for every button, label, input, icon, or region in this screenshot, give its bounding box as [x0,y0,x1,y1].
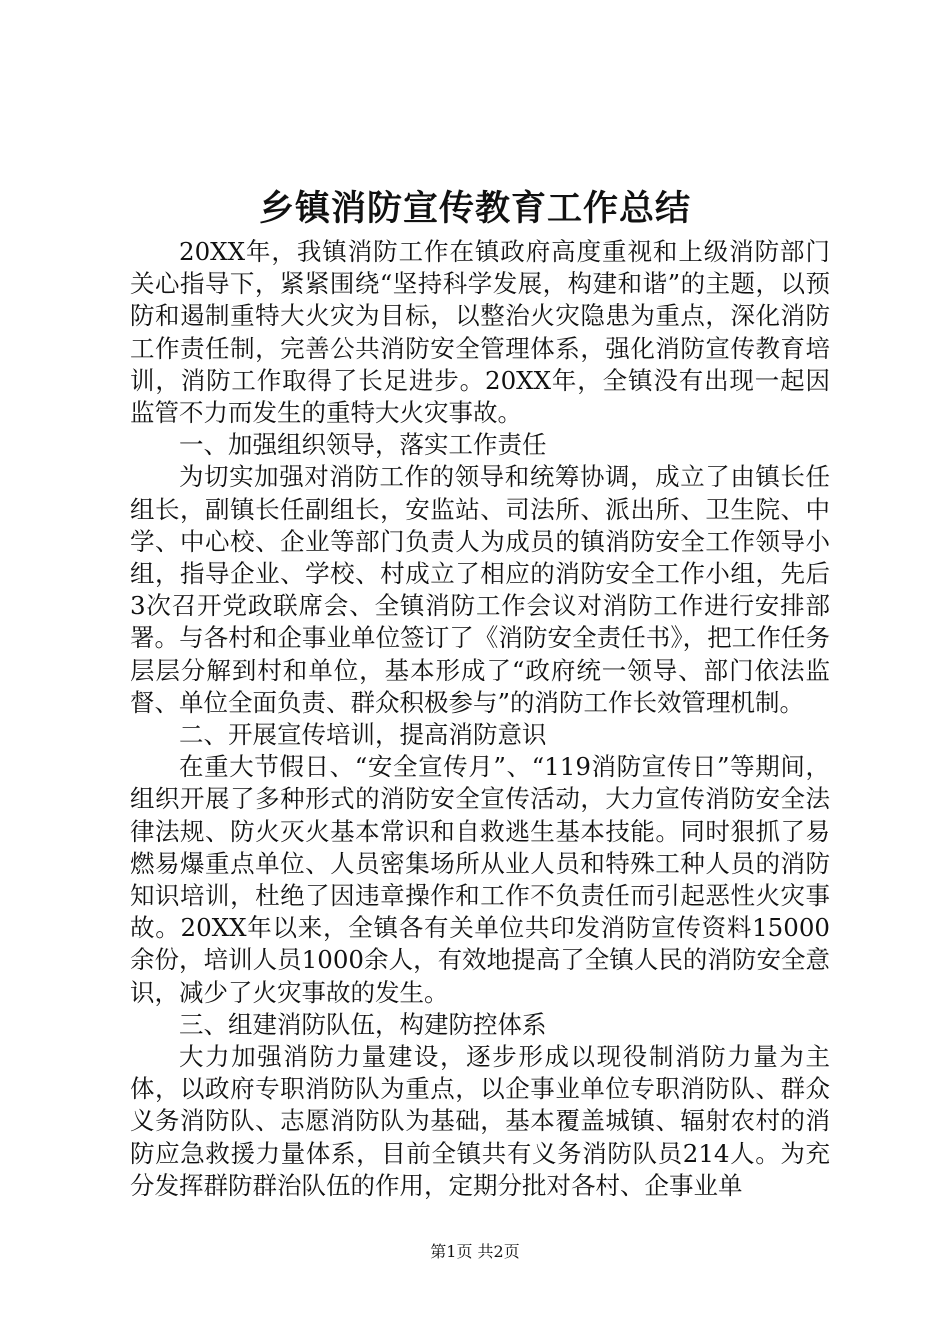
page-number: 第1页 共2页 [430,1242,520,1261]
paragraph-section-3: 大力加强消防力量建设，逐步形成以现役制消防力量为主体，以政府专职消防队为重点，以企事业单位专职消防队、群众义务消防队、志愿消防队为基础，基本覆盖城镇、辐射农村的消防应急救援力量体系，目前全镇共有义务消防队员214人。为充分发挥群防群治队伍的作用，定期分批对各村、企事业单 [130,1042,830,1200]
section-heading-2: 二、开展宣传培训，提高消防意识 [179,720,547,750]
section-heading-3: 三、组建消防队伍，构建防控体系 [179,1009,547,1039]
section-heading-1: 一、加强组织领导，落实工作责任 [179,430,547,460]
paragraph-section-2: 在重大节假日、“安全宣传月”、“119消防宣传日”等期间，组织开展了多种形式的消防安全宣传活动，大力宣传消防安全法律法规、防火灭火基本常识和自救逃生基本技能。同时狠抓了易燃易爆重点单位、人员密集场所从业人员和特殊工种人员的消防知识培训，杜绝了因违章操作和工作不负责任而引起恶性火灾事故。20XX年以来，全镇各有关单位共印发消防宣传资料15000余份，培训人员1000余人，有效地提高了全镇人民的消防安全意识，减少了火灾事故的发生。 [130,752,830,1007]
paragraph-section-1: 为切实加强对消防工作的领导和统筹协调，成立了由镇长任组长，副镇长任副组长，安监站、司法所、派出所、卫生院、中学、中心校、企业等部门负责人为成员的镇消防安全工作领导小组，指导企业、学校、村成立了相应的消防安全工作小组，先后3次召开党政联席会、全镇消防工作会议对消防工作进行安排部署。与各村和企事业单位签订了《消防安全责任书》，把工作任务层层分解到村和单位，基本形成了“政府统一领导、部门依法监督、单位全面负责、群众积极参与”的消防工作长效管理机制。 [130,462,830,717]
document-title: 乡镇消防宣传教育工作总结 [258,188,691,229]
document-body [130,236,830,1202]
paragraph-intro: 20XX年，我镇消防工作在镇政府高度重视和上级消防部门关心指导下，紧紧围绕“坚持科学发展，构建和谐”的主题，以预防和遏制重特大火灾为目标，以整治火灾隐患为重点，深化消防工作责任制，完善公共消防安全管理体系，强化消防宣传教育培训，消防工作取得了长足进步。20XX年，全镇没有出现一起因监管不力而发生的重特大火灾事故。 [130,237,830,428]
